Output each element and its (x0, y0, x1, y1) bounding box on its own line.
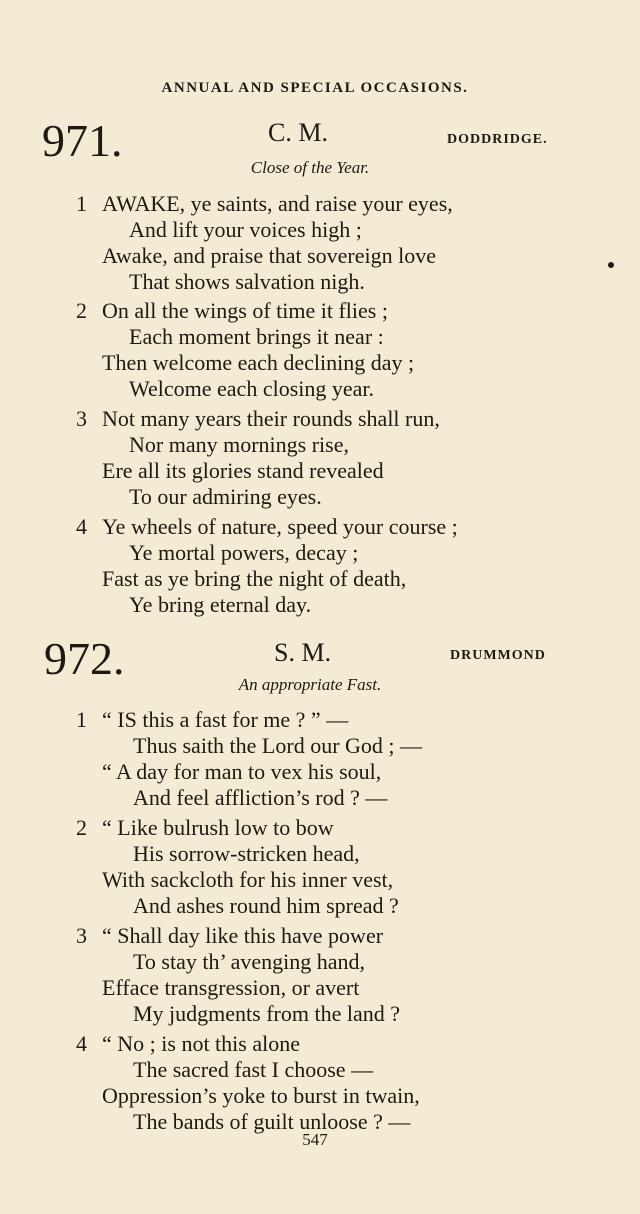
hymn-number: 972. (44, 633, 125, 684)
verse-line: And feel affliction’s rod ? — (133, 785, 388, 810)
hymn-meter: C. M. (268, 118, 328, 147)
verse-line: His sorrow-stricken head, (133, 841, 360, 866)
verse-line: “ No ; is not this alone (102, 1031, 300, 1056)
verse-line: Fast as ye bring the night of death, (102, 566, 407, 591)
verse-number: 1 (76, 191, 87, 216)
verse-line: Not many years their rounds shall run, (102, 406, 440, 431)
verse-line: The bands of guilt unloose ? — (133, 1109, 411, 1134)
verse-number: 4 (76, 514, 87, 539)
verse-line: The sacred fast I choose — (133, 1057, 374, 1082)
verse-line: Ye wheels of nature, speed your course ; (102, 514, 458, 539)
verse-line: Awake, and praise that sovereign love (102, 243, 436, 268)
verse-line: “ A day for man to vex his soul, (102, 759, 382, 784)
verse-line: And lift your voices high ; (129, 217, 362, 242)
verse-line: On all the wings of time it flies ; (102, 298, 388, 323)
verse-number: 3 (76, 406, 87, 431)
page-number: 547 (302, 1130, 328, 1149)
verse-line: “ IS this a fast for me ? ” — (102, 707, 349, 732)
verse-line: My judgments from the land ? (133, 1001, 401, 1026)
verse-line: Ye mortal powers, decay ; (129, 540, 359, 565)
verse-number: 4 (76, 1031, 87, 1056)
verse-line: That shows salvation nigh. (129, 269, 365, 294)
verse-line: To our admiring eyes. (129, 484, 322, 509)
verse-line: Ye bring eternal day. (129, 592, 312, 617)
verse-line: “ Like bulrush low to bow (102, 815, 334, 840)
verse-line: With sackcloth for his inner vest, (102, 867, 394, 892)
running-head: ANNUAL AND SPECIAL OCCASIONS. (161, 80, 469, 96)
ink-speck (608, 262, 614, 268)
verse-line: AWAKE, ye saints, and raise your eyes, (102, 191, 453, 216)
verse-line: And ashes round him spread ? (133, 893, 399, 918)
hymn-author: DRUMMOND (450, 648, 546, 663)
hymn-subtitle: An appropriate Fast. (238, 675, 382, 694)
hymn-subtitle: Close of the Year. (250, 158, 370, 177)
verse-number: 3 (76, 923, 87, 948)
verse-line: “ Shall day like this have power (102, 923, 384, 948)
hymn-author: DODDRIDGE. (447, 132, 548, 147)
verse-line: Nor many mornings rise, (129, 432, 349, 457)
verse-line: Ere all its glories stand revealed (102, 458, 384, 483)
verse-line: Oppression’s yoke to burst in twain, (102, 1083, 420, 1108)
verse-line: To stay th’ avenging hand, (133, 949, 366, 974)
verse-line: Thus saith the Lord our God ; — (133, 733, 423, 758)
hymn-number: 971. (42, 115, 123, 166)
verse-number: 2 (76, 815, 87, 840)
verse-line: Each moment brings it near : (129, 324, 384, 349)
hymn-meter: S. M. (274, 638, 332, 667)
verse-line: Efface transgression, or avert (102, 975, 360, 1000)
verse-number: 1 (76, 707, 87, 732)
verse-line: Welcome each closing year. (129, 376, 375, 401)
verse-line: Then welcome each declining day ; (102, 350, 415, 375)
verse-number: 2 (76, 298, 87, 323)
